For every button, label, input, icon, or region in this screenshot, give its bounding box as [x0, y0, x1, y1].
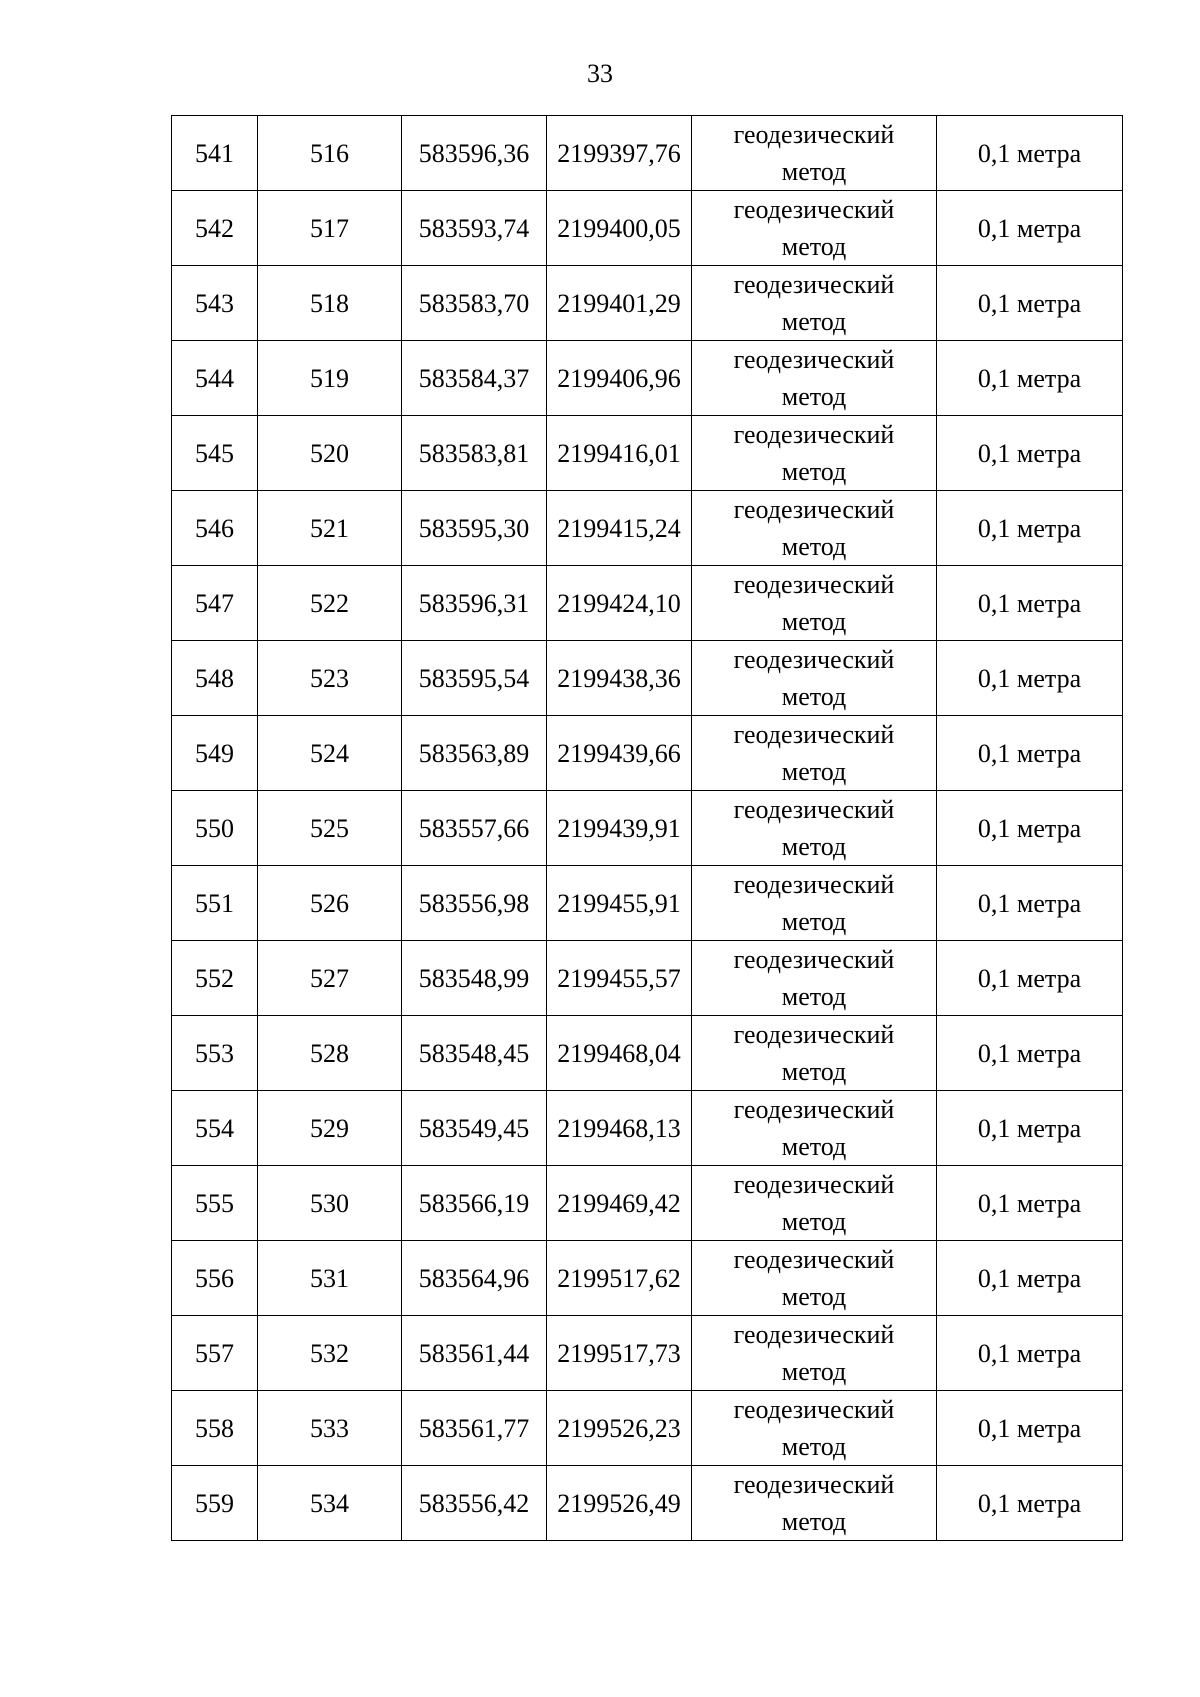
- cell-coordinate-y: 2199517,73: [547, 1316, 692, 1391]
- table-row: [172, 1016, 1123, 1091]
- cell-coordinate-x: 583563,89: [402, 716, 547, 791]
- method-line: метод: [781, 307, 847, 336]
- cell-coordinate-y: 2199468,04: [547, 1016, 692, 1091]
- cell-row-number: 558: [172, 1391, 258, 1466]
- method-line: геодезический: [733, 420, 895, 449]
- table-row: [172, 491, 1123, 566]
- cell-coordinate-x: 583564,96: [402, 1241, 547, 1316]
- cell-row-number: 557: [172, 1316, 258, 1391]
- page-number: 33: [587, 59, 613, 88]
- cell-method: [692, 566, 937, 641]
- method-line: метод: [781, 1507, 847, 1536]
- cell-point-number: 521: [258, 491, 402, 566]
- method-line: метод: [781, 1432, 847, 1461]
- cell-coordinate-x: 583556,42: [402, 1466, 547, 1541]
- cell-method: [692, 1091, 937, 1166]
- method-line: метод: [781, 232, 847, 261]
- cell-coordinate-x: 583583,81: [402, 416, 547, 491]
- method-line: геодезический: [733, 795, 895, 824]
- cell-method: [692, 116, 937, 191]
- cell-accuracy: 0,1 метра: [937, 191, 1123, 266]
- method-line: метод: [781, 907, 847, 936]
- cell-coordinate-x: 583593,74: [402, 191, 547, 266]
- cell-point-number: 532: [258, 1316, 402, 1391]
- table-row: [172, 116, 1123, 191]
- cell-point-number: 523: [258, 641, 402, 716]
- method-line: метод: [781, 532, 847, 561]
- cell-coordinate-x: 583561,44: [402, 1316, 547, 1391]
- cell-method: [692, 1316, 937, 1391]
- method-line: геодезический: [733, 1320, 895, 1349]
- cell-coordinate-y: 2199406,96: [547, 341, 692, 416]
- method-line: метод: [781, 757, 847, 786]
- cell-row-number: 555: [172, 1166, 258, 1241]
- cell-row-number: 547: [172, 566, 258, 641]
- cell-row-number: 546: [172, 491, 258, 566]
- cell-method: [692, 866, 937, 941]
- table-row: [172, 866, 1123, 941]
- cell-method: [692, 1466, 937, 1541]
- cell-coordinate-y: 2199400,05: [547, 191, 692, 266]
- method-line: геодезический: [733, 1020, 895, 1049]
- cell-accuracy: 0,1 метра: [937, 266, 1123, 341]
- cell-row-number: 545: [172, 416, 258, 491]
- table-row: [172, 1166, 1123, 1241]
- table-row: [172, 641, 1123, 716]
- cell-row-number: 552: [172, 941, 258, 1016]
- table-row: [172, 566, 1123, 641]
- cell-method: [692, 341, 937, 416]
- method-line: геодезический: [733, 1470, 895, 1499]
- cell-point-number: 524: [258, 716, 402, 791]
- cell-coordinate-x: 583584,37: [402, 341, 547, 416]
- cell-accuracy: 0,1 метра: [937, 491, 1123, 566]
- method-line: геодезический: [733, 1245, 895, 1274]
- cell-row-number: 541: [172, 116, 258, 191]
- method-line: геодезический: [733, 195, 895, 224]
- cell-method: [692, 641, 937, 716]
- cell-accuracy: 0,1 метра: [937, 866, 1123, 941]
- method-line: метод: [781, 157, 847, 186]
- table-row: [172, 941, 1123, 1016]
- cell-point-number: 528: [258, 1016, 402, 1091]
- cell-point-number: 529: [258, 1091, 402, 1166]
- cell-row-number: 553: [172, 1016, 258, 1091]
- table-row: [172, 1466, 1123, 1541]
- cell-row-number: 550: [172, 791, 258, 866]
- cell-point-number: 520: [258, 416, 402, 491]
- cell-coordinate-y: 2199415,24: [547, 491, 692, 566]
- table-row: [172, 1391, 1123, 1466]
- cell-row-number: 551: [172, 866, 258, 941]
- method-line: геодезический: [733, 945, 895, 974]
- cell-coordinate-y: 2199416,01: [547, 416, 692, 491]
- cell-point-number: 518: [258, 266, 402, 341]
- cell-coordinate-y: 2199401,29: [547, 266, 692, 341]
- table-row: [172, 341, 1123, 416]
- cell-coordinate-y: 2199469,42: [547, 1166, 692, 1241]
- table-row: [172, 791, 1123, 866]
- cell-point-number: 516: [258, 116, 402, 191]
- cell-accuracy: 0,1 метра: [937, 1241, 1123, 1316]
- cell-method: [692, 791, 937, 866]
- cell-coordinate-y: 2199397,76: [547, 116, 692, 191]
- table-row: [172, 266, 1123, 341]
- cell-coordinate-y: 2199424,10: [547, 566, 692, 641]
- cell-coordinate-y: 2199455,91: [547, 866, 692, 941]
- method-line: геодезический: [733, 1095, 895, 1124]
- cell-coordinate-x: 583566,19: [402, 1166, 547, 1241]
- cell-point-number: 526: [258, 866, 402, 941]
- method-line: геодезический: [733, 1170, 895, 1199]
- method-line: метод: [781, 457, 847, 486]
- cell-accuracy: 0,1 метра: [937, 341, 1123, 416]
- cell-accuracy: 0,1 метра: [937, 1391, 1123, 1466]
- cell-point-number: 522: [258, 566, 402, 641]
- cell-coordinate-x: 583595,54: [402, 641, 547, 716]
- cell-row-number: 544: [172, 341, 258, 416]
- table-row: [172, 1316, 1123, 1391]
- method-line: метод: [781, 832, 847, 861]
- cell-coordinate-x: 583561,77: [402, 1391, 547, 1466]
- cell-accuracy: 0,1 метра: [937, 1166, 1123, 1241]
- cell-method: [692, 1166, 937, 1241]
- cell-point-number: 517: [258, 191, 402, 266]
- cell-coordinate-x: 583549,45: [402, 1091, 547, 1166]
- cell-method: [692, 491, 937, 566]
- table-row: [172, 716, 1123, 791]
- method-line: метод: [781, 382, 847, 411]
- method-line: геодезический: [733, 720, 895, 749]
- method-line: метод: [781, 1132, 847, 1161]
- method-line: метод: [781, 1057, 847, 1086]
- cell-point-number: 534: [258, 1466, 402, 1541]
- cell-accuracy: 0,1 метра: [937, 566, 1123, 641]
- method-line: метод: [781, 1357, 847, 1386]
- cell-coordinate-y: 2199439,66: [547, 716, 692, 791]
- method-line: геодезический: [733, 120, 895, 149]
- cell-coordinate-y: 2199517,62: [547, 1241, 692, 1316]
- cell-accuracy: 0,1 метра: [937, 416, 1123, 491]
- cell-method: [692, 1241, 937, 1316]
- cell-accuracy: 0,1 метра: [937, 941, 1123, 1016]
- method-line: метод: [781, 1282, 847, 1311]
- cell-point-number: 531: [258, 1241, 402, 1316]
- cell-point-number: 530: [258, 1166, 402, 1241]
- table-row: [172, 1241, 1123, 1316]
- table-row: [172, 416, 1123, 491]
- cell-accuracy: 0,1 метра: [937, 1466, 1123, 1541]
- cell-row-number: 543: [172, 266, 258, 341]
- coordinates-table-body: [172, 116, 1123, 1541]
- method-line: геодезический: [733, 570, 895, 599]
- cell-accuracy: 0,1 метра: [937, 791, 1123, 866]
- table-row: [172, 191, 1123, 266]
- method-line: геодезический: [733, 870, 895, 899]
- cell-coordinate-x: 583548,99: [402, 941, 547, 1016]
- table-row: [172, 1091, 1123, 1166]
- cell-method: [692, 416, 937, 491]
- cell-point-number: 525: [258, 791, 402, 866]
- cell-accuracy: 0,1 метра: [937, 1016, 1123, 1091]
- method-line: геодезический: [733, 645, 895, 674]
- method-line: метод: [781, 982, 847, 1011]
- cell-coordinate-y: 2199455,57: [547, 941, 692, 1016]
- method-line: геодезический: [733, 1395, 895, 1424]
- coordinates-table: [171, 115, 1123, 1541]
- cell-row-number: 556: [172, 1241, 258, 1316]
- cell-coordinate-y: 2199438,36: [547, 641, 692, 716]
- cell-coordinate-x: 583556,98: [402, 866, 547, 941]
- method-line: метод: [781, 607, 847, 636]
- cell-method: [692, 191, 937, 266]
- cell-accuracy: 0,1 метра: [937, 716, 1123, 791]
- cell-coordinate-x: 583548,45: [402, 1016, 547, 1091]
- cell-coordinate-x: 583557,66: [402, 791, 547, 866]
- cell-coordinate-y: 2199439,91: [547, 791, 692, 866]
- method-line: метод: [781, 1207, 847, 1236]
- cell-accuracy: 0,1 метра: [937, 1091, 1123, 1166]
- method-line: метод: [781, 682, 847, 711]
- cell-accuracy: 0,1 метра: [937, 641, 1123, 716]
- cell-method: [692, 1391, 937, 1466]
- method-line: геодезический: [733, 495, 895, 524]
- cell-row-number: 559: [172, 1466, 258, 1541]
- cell-row-number: 548: [172, 641, 258, 716]
- cell-point-number: 519: [258, 341, 402, 416]
- cell-row-number: 549: [172, 716, 258, 791]
- cell-coordinate-x: 583596,36: [402, 116, 547, 191]
- cell-method: [692, 941, 937, 1016]
- cell-coordinate-y: 2199526,23: [547, 1391, 692, 1466]
- cell-point-number: 527: [258, 941, 402, 1016]
- cell-method: [692, 266, 937, 341]
- cell-coordinate-y: 2199526,49: [547, 1466, 692, 1541]
- cell-coordinate-x: 583595,30: [402, 491, 547, 566]
- cell-accuracy: 0,1 метра: [937, 1316, 1123, 1391]
- cell-method: [692, 1016, 937, 1091]
- cell-row-number: 554: [172, 1091, 258, 1166]
- cell-row-number: 542: [172, 191, 258, 266]
- cell-coordinate-y: 2199468,13: [547, 1091, 692, 1166]
- cell-accuracy: 0,1 метра: [937, 116, 1123, 191]
- cell-point-number: 533: [258, 1391, 402, 1466]
- method-line: геодезический: [733, 345, 895, 374]
- cell-method: [692, 716, 937, 791]
- cell-coordinate-x: 583583,70: [402, 266, 547, 341]
- method-line: геодезический: [733, 270, 895, 299]
- cell-coordinate-x: 583596,31: [402, 566, 547, 641]
